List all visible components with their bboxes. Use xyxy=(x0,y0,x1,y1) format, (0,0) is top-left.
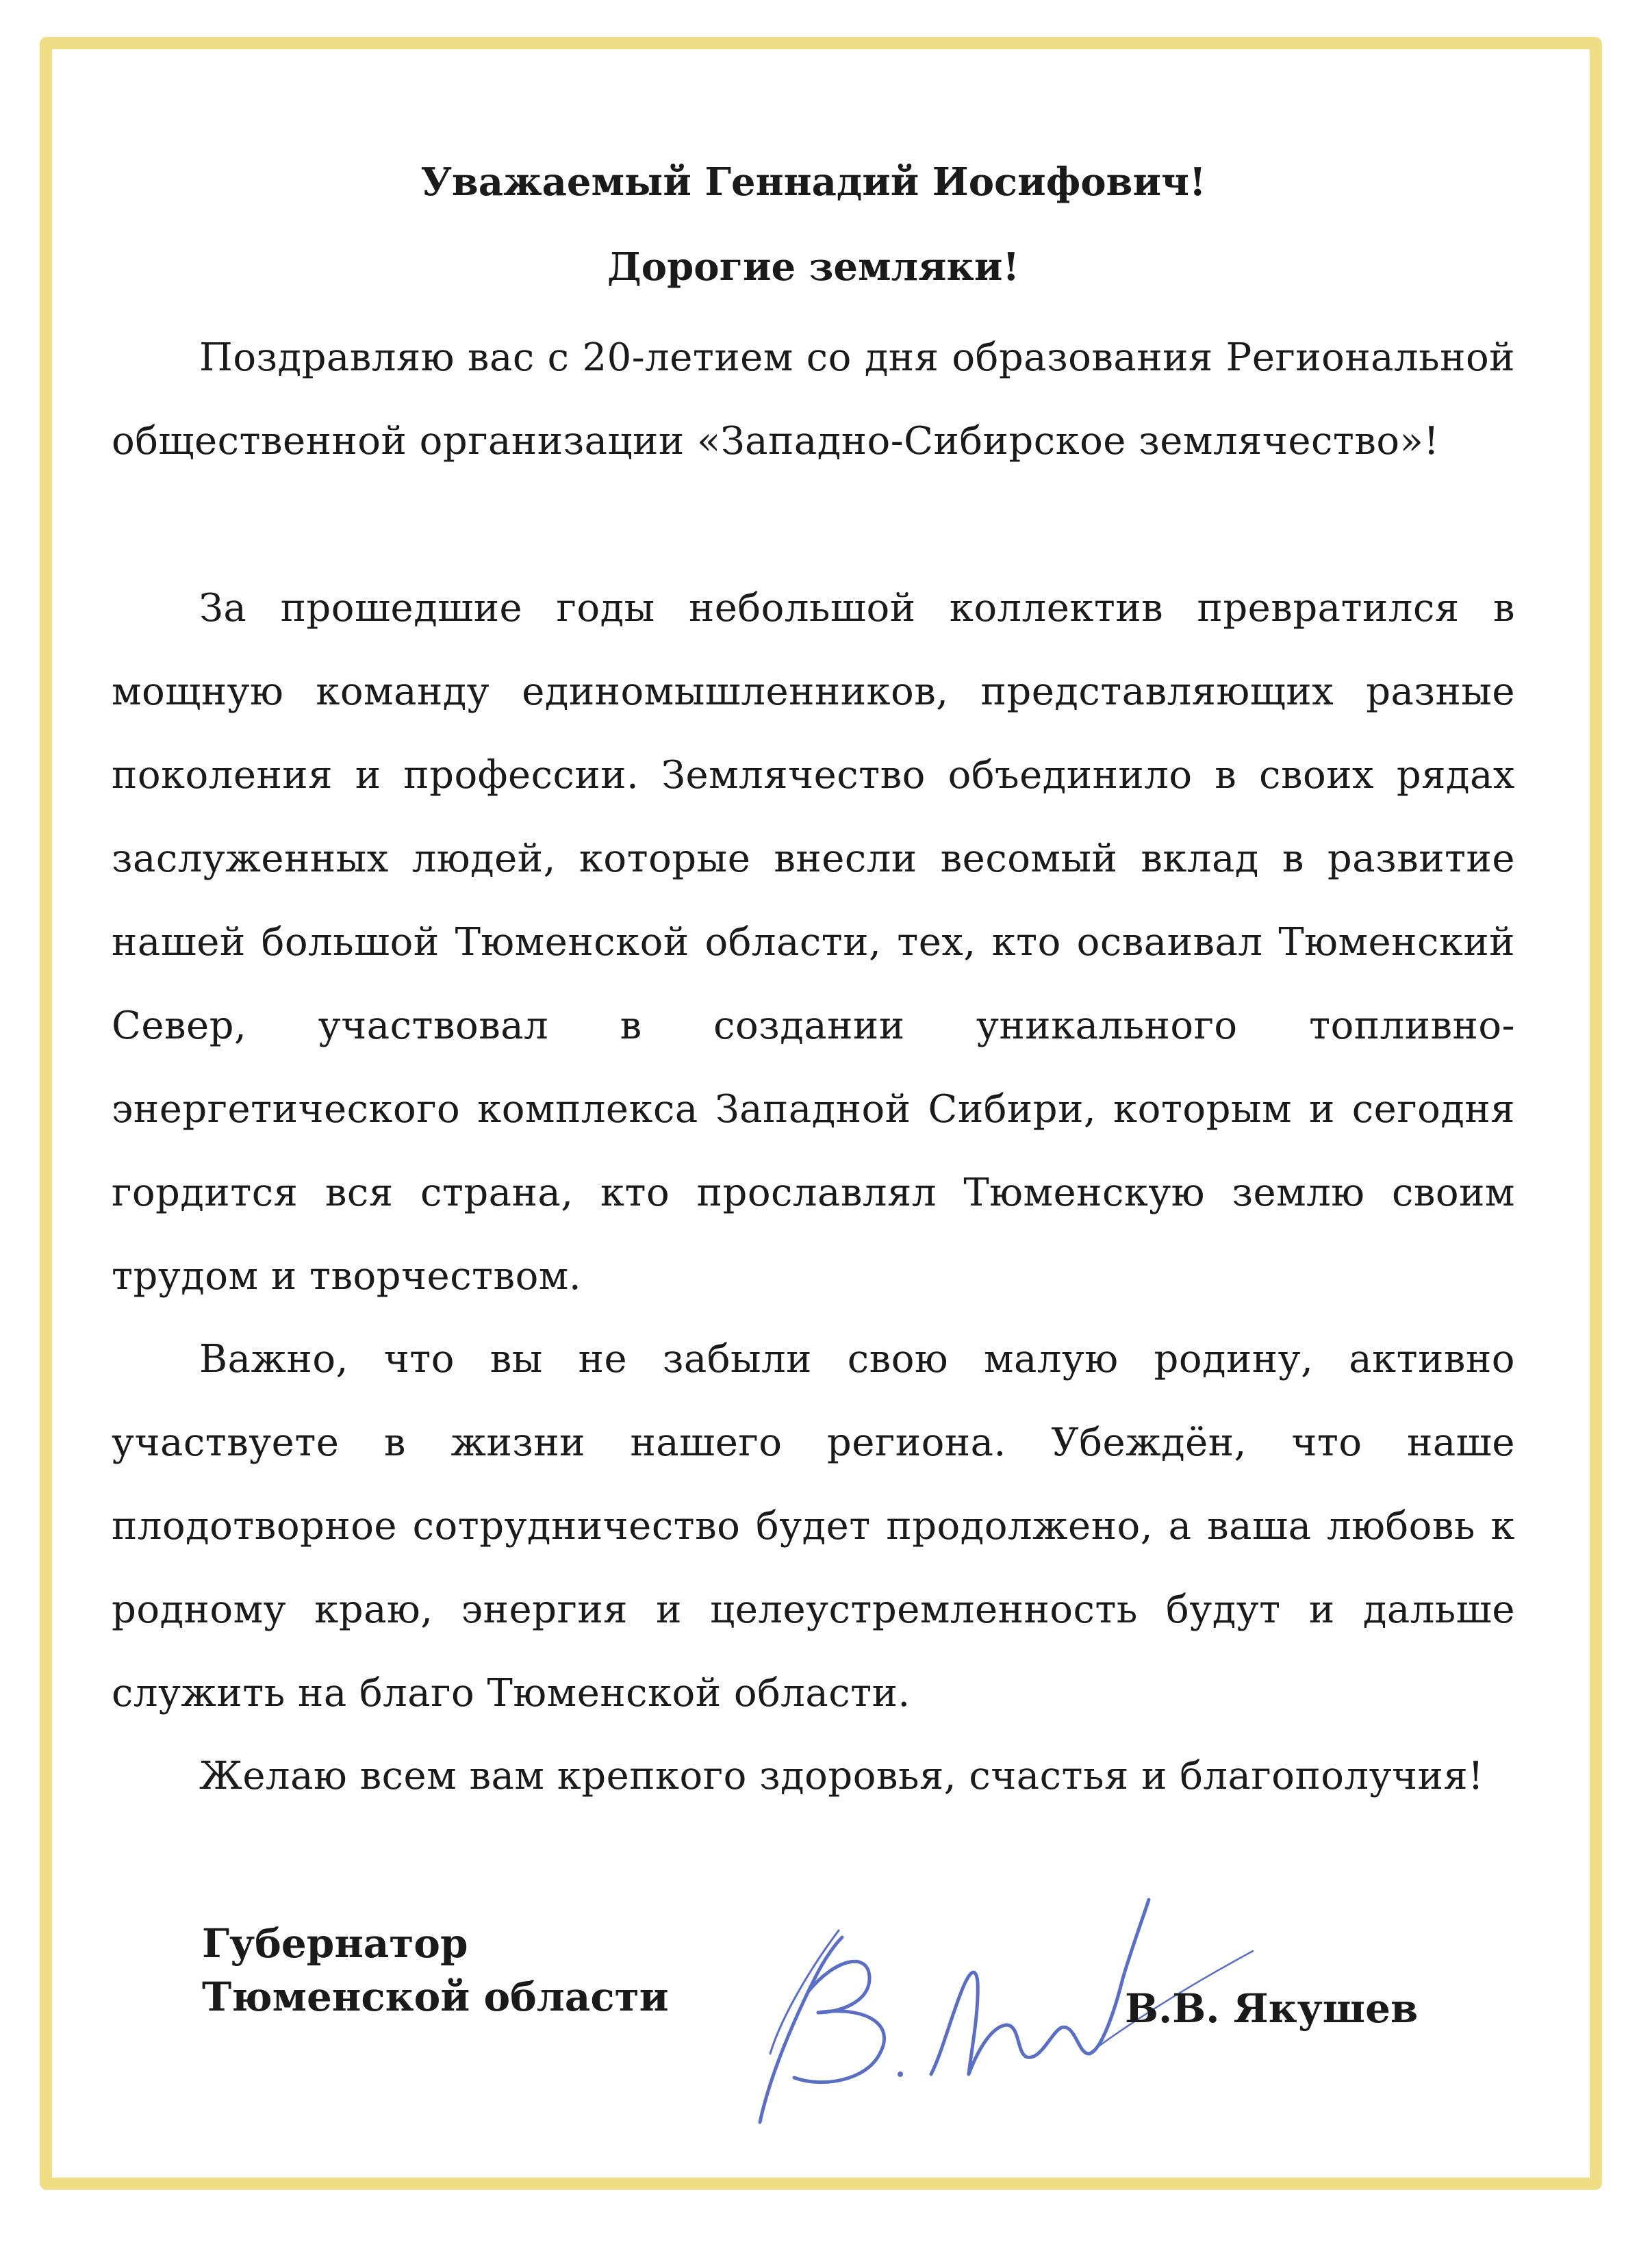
signer-title-line-2: Тюменской области xyxy=(202,1974,669,2020)
signer-title-line-1: Губернатор xyxy=(202,1920,468,1967)
signer-title xyxy=(202,1917,669,2024)
paragraph-cooperation: Важно, что вы не забыли свою малую родину, активно участвуете в жизни нашего региона. Убеждён, что наше плодотворное сотрудничество будет продолжено, а ваша любовь к родному краю, энергия и целеустремленность будут и дальше служить на благо Тюменской области. xyxy=(112,1337,1515,1716)
greeting-secondary: Дорогие земляки! xyxy=(607,244,1020,290)
paragraph-wishes: Желаю всем вам крепкого здоровья, счастья и благополучия! xyxy=(199,1754,1484,1798)
paragraph-history: За прошедшие годы небольшой коллектив превратился в мощную команду единомышленников, представляющих разные поколения и профессии. Землячество объединило в своих рядах заслуженных людей, которые внесли весомый вклад в развитие нашей большой Тюменской области, тех, кто осваивал Тюменский Север, участвовал в создании уникального топливно-энергетического комплекса Западной Сибири, которым и сегодня гордится вся страна, кто прославлял Тюменскую землю своим трудом и творчеством. xyxy=(112,586,1515,1299)
signer-name: В.В. Якушев xyxy=(1125,1985,1419,2032)
paragraph-congratulation: Поздравляю вас с 20-летием со дня образования Региональной общественной организации «Западно-Сибирское землячество»! xyxy=(112,335,1515,463)
greeting-primary: Уважаемый Геннадий Иосифович! xyxy=(420,160,1206,205)
